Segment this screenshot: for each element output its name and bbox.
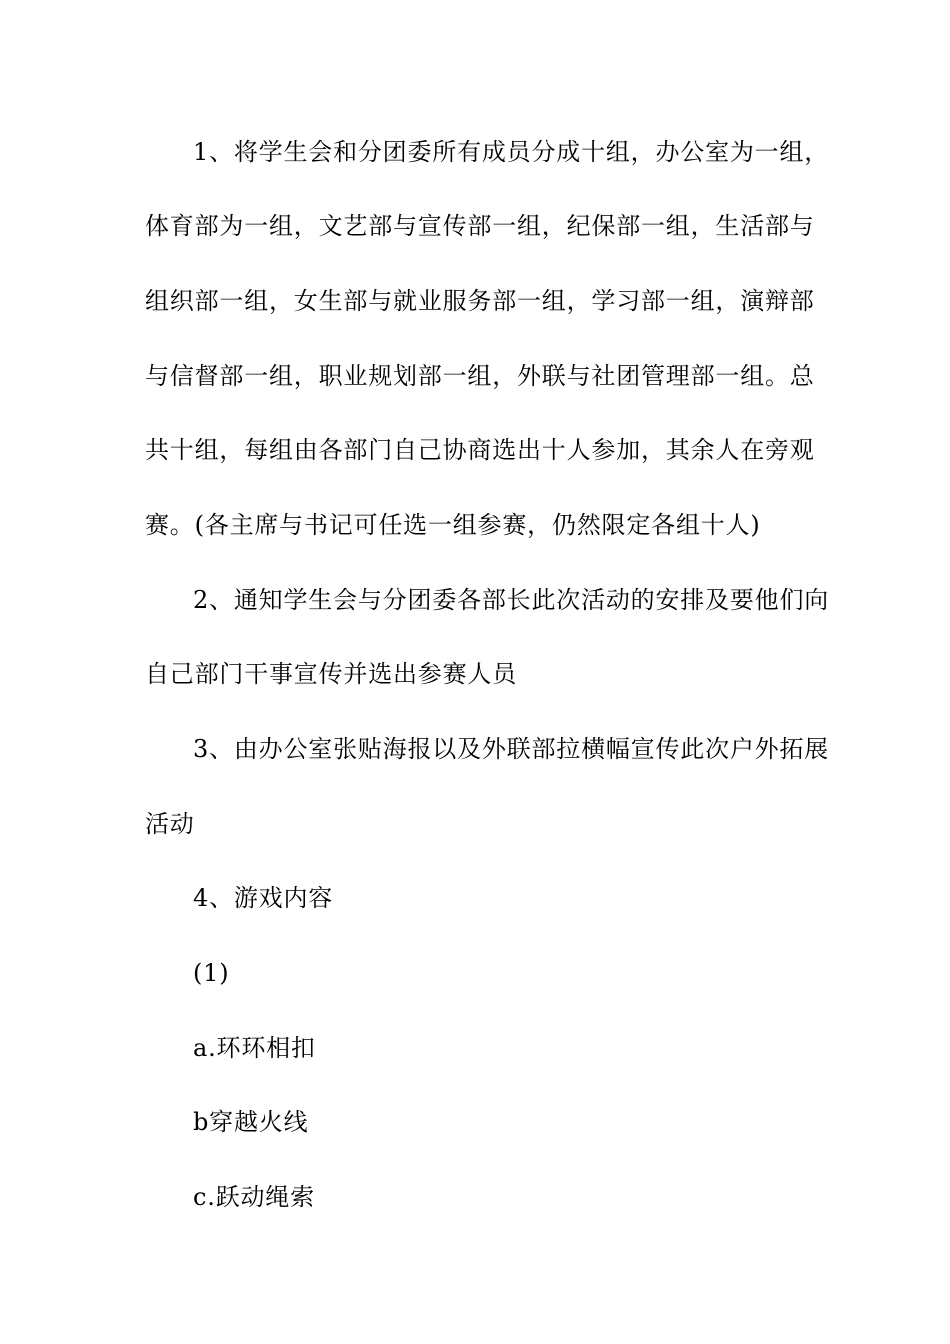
list-item-b: b穿越火线: [193, 1108, 309, 1136]
paragraph-1-line-6: 赛。(各主席与书记可任选一组参赛，仍然限定各组十人): [145, 511, 761, 539]
paragraph-2-line-2: 自己部门干事宣传并选出参赛人员: [145, 660, 517, 688]
paragraph-1-line-4: 与信督部一组，职业规划部一组，外联与社团管理部一组。总: [145, 362, 815, 390]
paragraph-1-line-3: 组织部一组，女生部与就业服务部一组，学习部一组，演辩部: [145, 287, 815, 315]
list-number-1: (1): [193, 959, 230, 987]
paragraph-2-line-1: 2、通知学生会与分团委各部长此次活动的安排及要他们向: [193, 586, 830, 614]
section-heading-game-content: 4、游戏内容: [193, 884, 334, 912]
paragraph-1-line-5: 共十组，每组由各部门自己协商选出十人参加，其余人在旁观: [145, 436, 815, 464]
paragraph-1-line-2: 体育部为一组，文艺部与宣传部一组，纪保部一组，生活部与: [145, 212, 815, 240]
list-item-a: a.环环相扣: [193, 1034, 316, 1062]
list-item-c: c.跃动绳索: [193, 1183, 315, 1211]
paragraph-3-line-1: 3、由办公室张贴海报以及外联部拉横幅宣传此次户外拓展: [193, 735, 830, 763]
paragraph-3-line-2: 活动: [145, 810, 195, 838]
paragraph-1-line-1: 1、将学生会和分团委所有成员分成十组，办公室为一组，: [193, 138, 830, 166]
